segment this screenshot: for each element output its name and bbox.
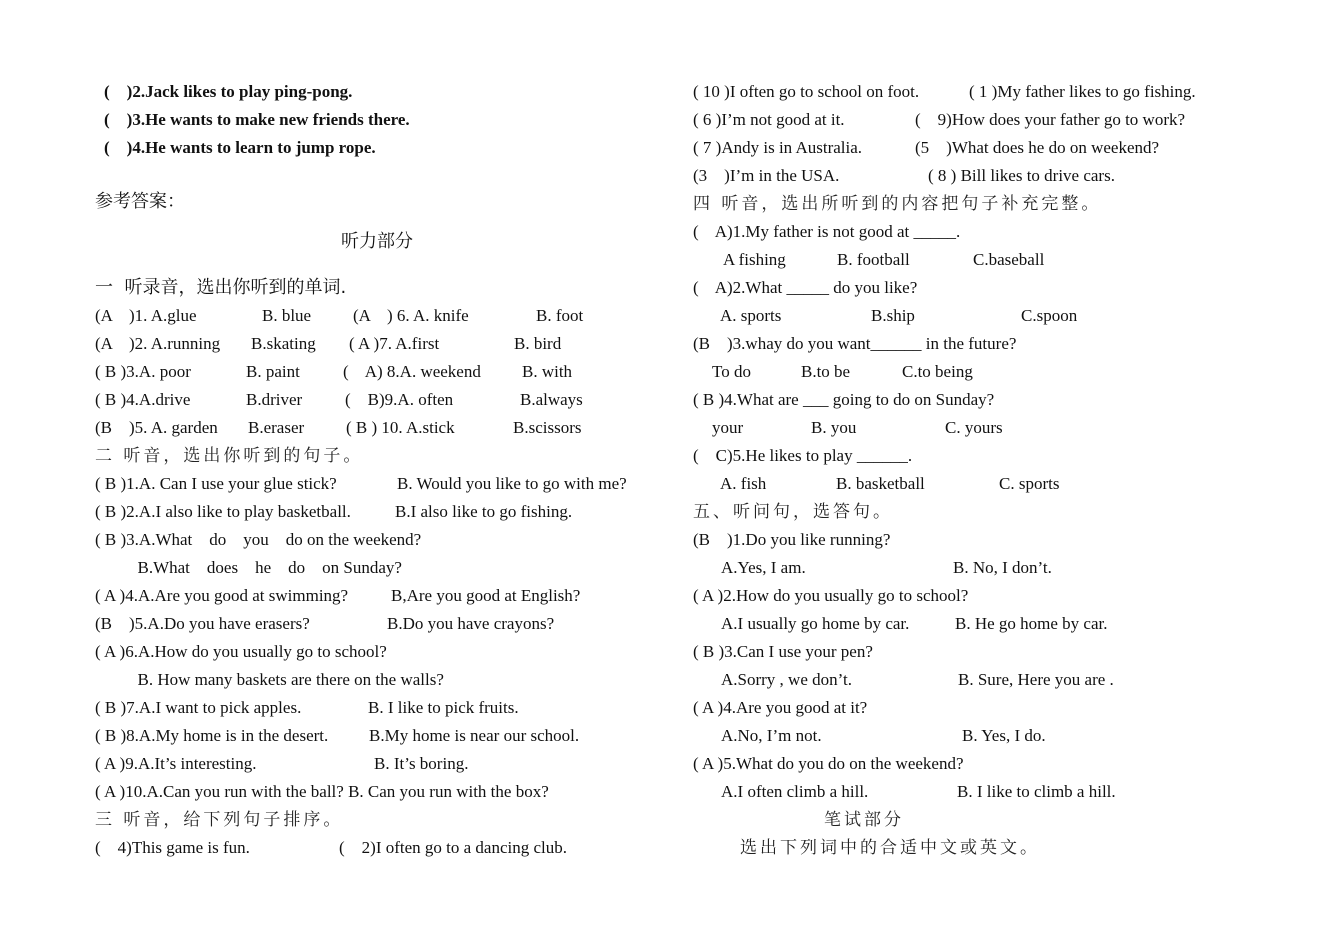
response-options xyxy=(693,722,1253,750)
section-2-title: 二 听音，选出你听到的句子。 xyxy=(95,446,364,466)
option: C. sports xyxy=(999,474,1060,493)
order-item: ( 7 )Andy is in Australia. xyxy=(693,138,863,157)
option-d: B. foot xyxy=(536,306,584,325)
fill-options xyxy=(693,470,1253,498)
option-a: ( B )7.A.I want to pick apples. xyxy=(95,698,302,717)
fill-options xyxy=(693,358,1253,386)
option: B. you xyxy=(811,418,857,437)
order-row xyxy=(693,106,1253,134)
option-b: B. No, I don’t. xyxy=(953,558,1052,577)
option-b: B.I also like to go fishing. xyxy=(395,502,573,521)
order-item: ( 8 ) Bill likes to drive cars. xyxy=(928,166,1115,185)
option-b: B.Do you have crayons? xyxy=(387,614,555,633)
option: B. basketball xyxy=(836,474,925,493)
fill-question: (B )3.whay do you want______ in the future? xyxy=(693,334,1017,353)
response-question: ( A )2.How do you usually go to school? xyxy=(693,586,969,605)
option-b: B.What does he do on Sunday? xyxy=(95,558,402,577)
written-section-title: 笔试部分 xyxy=(824,810,904,830)
option-b: B. He go home by car. xyxy=(955,614,1108,633)
option-a: ( B )8.A.My home is in the desert. xyxy=(95,726,329,745)
sentence-row xyxy=(95,750,665,778)
option-a: A.No, I’m not. xyxy=(721,726,822,745)
sentence-row xyxy=(95,610,665,638)
option-a: ( B )3.A.What do you do on the weekend? xyxy=(95,530,422,549)
sentence-row xyxy=(95,554,665,582)
section-4-title: 四 听音，选出所听到的内容把句子补充完整。 xyxy=(693,194,1102,214)
answer-c: ( A )7. A.first xyxy=(349,334,440,353)
sentence-row xyxy=(95,778,665,806)
section-3-title: 三 听音，给下列句子排序。 xyxy=(95,810,344,830)
sentence-row xyxy=(95,666,665,694)
word-row xyxy=(95,358,665,386)
option: C.spoon xyxy=(1021,306,1078,325)
fill-question: ( C)5.He likes to play ______. xyxy=(693,446,913,465)
right-column xyxy=(693,78,1253,862)
option: C. yours xyxy=(945,418,1003,437)
sentence-row xyxy=(95,498,665,526)
option-a: ( A )10.A.Can you run with the ball? B. Can you run with the box? xyxy=(95,782,549,801)
option-b: B. I like to pick fruits. xyxy=(368,698,519,717)
question-line: ( )4.He wants to learn to jump rope. xyxy=(104,138,376,157)
fill-question: ( A)2.What _____ do you like? xyxy=(693,278,918,297)
option-b: B,Are you good at English? xyxy=(391,586,581,605)
response-question: ( A )5.What do you do on the weekend? xyxy=(693,754,964,773)
word-row xyxy=(95,414,665,442)
option-a: A.I often climb a hill. xyxy=(721,782,869,801)
answer-c: ( B)9.A. often xyxy=(345,390,454,409)
fill-question: ( B )4.What are ___ going to do on Sunday? xyxy=(693,390,995,409)
answer-a: (B )5. A. garden xyxy=(95,418,218,437)
order-item: (3 )I’m in the USA. xyxy=(693,166,840,185)
section-1-title: 一 听录音，选出你听到的单词. xyxy=(95,277,347,298)
option-b: B.eraser xyxy=(248,418,305,437)
answer-a: (A )2. A.running xyxy=(95,334,221,353)
question-line: ( )2.Jack likes to play ping-pong. xyxy=(104,82,353,101)
response-question: ( A )4.Are you good at it? xyxy=(693,698,868,717)
sentence-row xyxy=(95,694,665,722)
left-column xyxy=(95,78,665,862)
option-a: (B )5.A.Do you have erasers? xyxy=(95,614,310,633)
section-1-rows xyxy=(95,302,665,442)
response-question: (B )1.Do you like running? xyxy=(693,530,891,549)
response-options xyxy=(693,666,1253,694)
sentence-row xyxy=(95,638,665,666)
option: A. fish xyxy=(720,474,767,493)
option-d: B. with xyxy=(522,362,573,381)
order-item: ( 2)I often go to a dancing club. xyxy=(339,838,568,857)
option-b: B.My home is near our school. xyxy=(369,726,580,745)
response-question: ( B )3.Can I use your pen? xyxy=(693,642,873,661)
option: B.ship xyxy=(871,306,915,325)
option-b: B.skating xyxy=(251,334,316,353)
section-5-title: 五、听问句，选答句。 xyxy=(693,502,893,522)
answer-a: (A )1. A.glue xyxy=(95,306,197,325)
section-2-lines xyxy=(95,470,665,806)
option-b: B. How many baskets are there on the walls? xyxy=(95,670,444,689)
option-a: ( B )1.A. Can I use your glue stick? xyxy=(95,474,337,493)
option-b: B. Sure, Here you are . xyxy=(958,670,1114,689)
word-row xyxy=(95,330,665,358)
word-row xyxy=(95,302,665,330)
option-b: B. Would you like to go with me? xyxy=(397,474,627,493)
sentence-row xyxy=(95,470,665,498)
order-item: ( 1 )My father likes to go fishing. xyxy=(969,82,1196,101)
fill-options xyxy=(693,246,1253,274)
response-options xyxy=(693,778,1253,806)
option-b: B. blue xyxy=(262,306,312,325)
sentence-row xyxy=(95,722,665,750)
option-a: ( A )6.A.How do you usually go to school? xyxy=(95,642,387,661)
answer-a: ( B )3.A. poor xyxy=(95,362,191,381)
answer-c: (A ) 6. A. knife xyxy=(353,306,469,325)
option-b: B. It’s boring. xyxy=(374,754,469,773)
option-a: ( A )4.A.Are you good at swimming? xyxy=(95,586,349,605)
option-a: A.Yes, I am. xyxy=(721,558,806,577)
answer-a: ( B )4.A.drive xyxy=(95,390,191,409)
option-d: B. bird xyxy=(514,334,562,353)
fill-question: ( A)1.My father is not good at _____. xyxy=(693,222,961,241)
order-item: ( 10 )I often go to school on foot. xyxy=(693,82,920,101)
order-row xyxy=(693,134,1253,162)
order-row xyxy=(95,834,665,862)
option: C.to being xyxy=(902,362,973,381)
option: B.to be xyxy=(801,362,851,381)
option-a: ( A )9.A.It’s interesting. xyxy=(95,754,257,773)
response-options xyxy=(693,610,1253,638)
order-item: (5 )What does he do on weekend? xyxy=(915,138,1160,157)
option: C.baseball xyxy=(973,250,1045,269)
order-item: ( 9)How does your father go to work? xyxy=(915,110,1186,129)
option-d: B.scissors xyxy=(513,418,582,437)
option: To do xyxy=(712,362,751,381)
answer-key-title: 参考答案： xyxy=(95,191,185,212)
option-a: A.I usually go home by car. xyxy=(721,614,910,633)
word-row xyxy=(95,386,665,414)
option-b: B. paint xyxy=(246,362,300,381)
option-a: ( B )2.A.I also like to play basketball. xyxy=(95,502,351,521)
order-row xyxy=(693,78,1253,106)
question-line: ( )3.He wants to make new friends there. xyxy=(104,110,410,129)
fill-options xyxy=(693,302,1253,330)
answer-c: ( B ) 10. A.stick xyxy=(346,418,455,437)
fill-options xyxy=(693,414,1253,442)
order-item: ( 6 )I’m not good at it. xyxy=(693,110,845,129)
response-options xyxy=(693,554,1253,582)
option-d: B.always xyxy=(520,390,583,409)
option: your xyxy=(712,418,744,437)
written-instruction: 选出下列词中的合适中文或英文。 xyxy=(740,838,1040,858)
option-b: B. Yes, I do. xyxy=(962,726,1046,745)
sentence-row xyxy=(95,582,665,610)
option: A. sports xyxy=(720,306,782,325)
option-b: B. I like to climb a hill. xyxy=(957,782,1116,801)
option-b: B.driver xyxy=(246,390,303,409)
listening-section-title: 听力部分 xyxy=(341,231,413,252)
option: B. football xyxy=(837,250,910,269)
order-item: ( 4)This game is fun. xyxy=(95,838,250,857)
option: A fishing xyxy=(723,250,786,269)
order-row xyxy=(693,162,1253,190)
answer-c: ( A) 8.A. weekend xyxy=(343,362,481,381)
sentence-row xyxy=(95,526,665,554)
option-a: A.Sorry , we don’t. xyxy=(721,670,852,689)
